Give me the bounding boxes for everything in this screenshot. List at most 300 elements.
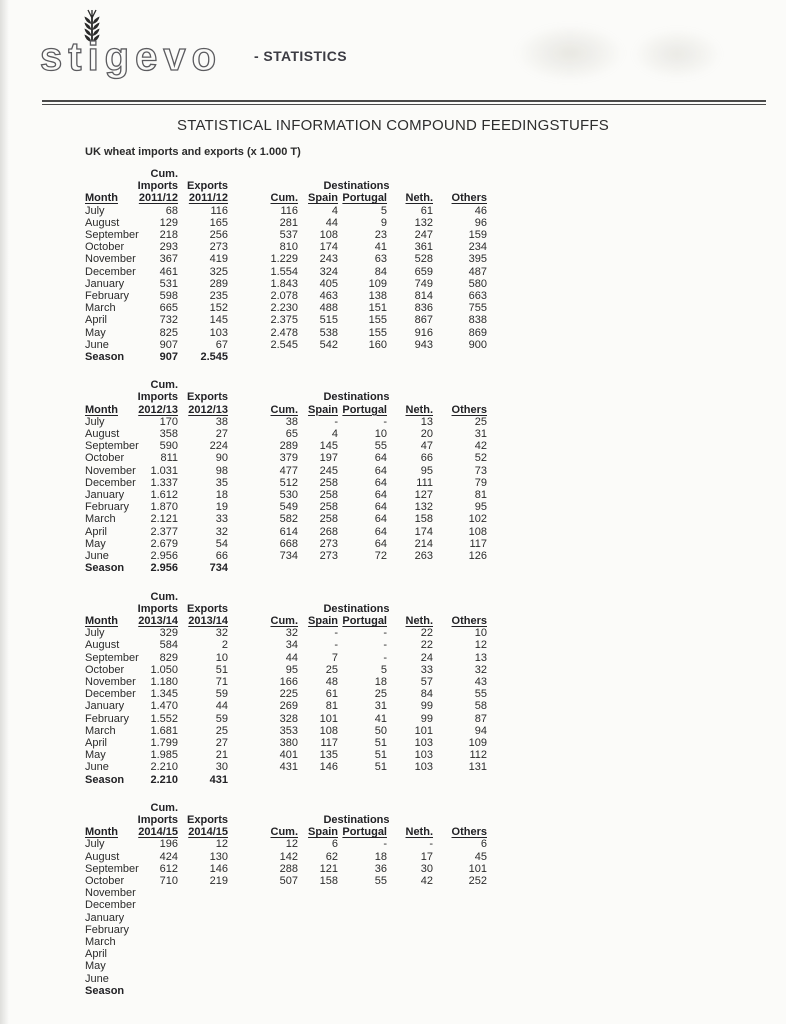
month-cell: May xyxy=(85,537,106,550)
value-cell xyxy=(228,899,298,911)
value-cell: 130 xyxy=(209,850,228,863)
month-cell: June xyxy=(85,972,109,985)
value-cell: 51 xyxy=(374,749,387,762)
table-header-row-3 xyxy=(85,826,487,838)
value-cell: 353 xyxy=(279,724,298,737)
value-cell: 109 xyxy=(468,736,487,749)
exports-header: Exports xyxy=(187,180,228,193)
month-cell: October xyxy=(85,452,125,465)
table-row xyxy=(85,887,487,899)
imports-year-header: 2014/15 xyxy=(138,826,178,839)
value-cell: 108 xyxy=(468,525,487,538)
value-cell xyxy=(433,562,487,574)
value-cell: 20 xyxy=(420,428,433,441)
value-cell: 22 xyxy=(420,627,433,640)
value-cell xyxy=(298,924,338,936)
value-cell xyxy=(433,351,487,363)
table-row xyxy=(85,761,487,773)
value-cell: 1.470 xyxy=(150,700,178,713)
month-cell: Season xyxy=(85,984,125,997)
table-body xyxy=(85,416,487,575)
value-cell: 25 xyxy=(374,688,387,701)
month-cell: Season xyxy=(85,773,125,786)
value-cell: 61 xyxy=(325,688,338,701)
table-header-row-3 xyxy=(85,192,487,204)
month-cell: September xyxy=(85,862,139,875)
table-row xyxy=(85,838,487,850)
cum-col-header: Cum. xyxy=(270,403,298,416)
value-cell xyxy=(433,960,487,972)
value-cell: 530 xyxy=(279,489,298,502)
brand-header xyxy=(38,8,458,78)
value-cell: 538 xyxy=(319,326,338,339)
value-cell: 590 xyxy=(159,440,178,453)
value-cell xyxy=(298,351,338,363)
month-cell: July xyxy=(85,204,105,217)
value-cell: 132 xyxy=(414,501,433,514)
value-cell: 2.375 xyxy=(270,314,298,327)
value-cell: 1.050 xyxy=(150,663,178,676)
value-cell: 2 xyxy=(221,639,228,652)
value-cell: 44 xyxy=(215,700,228,713)
value-cell: 598 xyxy=(159,290,178,303)
value-cell: 7 xyxy=(331,651,338,664)
portugal-header: Portugal xyxy=(342,826,387,839)
value-cell: 38 xyxy=(215,415,228,428)
month-cell: July xyxy=(85,415,105,428)
scan-smudge xyxy=(632,28,722,80)
value-cell: 64 xyxy=(374,464,387,477)
table-row xyxy=(85,477,487,489)
value-cell: 55 xyxy=(474,688,487,701)
value-cell: 549 xyxy=(279,501,298,514)
value-cell: 54 xyxy=(215,537,228,550)
cum-header: Cum. xyxy=(150,801,178,814)
neth-header: Neth. xyxy=(405,826,433,839)
value-cell: 25 xyxy=(325,663,338,676)
value-cell: 151 xyxy=(368,302,387,315)
value-cell: 21 xyxy=(215,749,228,762)
value-cell: 488 xyxy=(319,302,338,315)
value-cell xyxy=(387,351,433,363)
value-cell: 2.956 xyxy=(150,562,178,575)
month-cell: December xyxy=(85,899,136,912)
value-cell: 57 xyxy=(420,675,433,688)
table-row xyxy=(85,513,487,525)
value-cell: 103 xyxy=(414,736,433,749)
value-cell xyxy=(433,948,487,960)
table-row xyxy=(85,266,487,278)
value-cell: 1.031 xyxy=(150,464,178,477)
value-cell: 116 xyxy=(210,204,228,217)
table-header-row-1 xyxy=(85,802,487,814)
value-cell: 47 xyxy=(420,440,433,453)
value-cell xyxy=(387,973,433,985)
table-row xyxy=(85,416,487,428)
season-total-row xyxy=(85,985,487,997)
value-cell: 64 xyxy=(374,501,387,514)
value-cell: 507 xyxy=(279,874,298,887)
month-cell: May xyxy=(85,749,106,762)
value-cell: 112 xyxy=(469,749,487,762)
value-cell: 225 xyxy=(279,688,298,701)
value-cell: 84 xyxy=(374,265,387,278)
value-cell: 867 xyxy=(414,314,433,327)
month-cell: July xyxy=(85,627,105,640)
value-cell xyxy=(134,924,178,936)
value-cell: 528 xyxy=(414,253,433,266)
value-cell xyxy=(387,960,433,972)
month-cell: March xyxy=(85,302,116,315)
value-cell: 101 xyxy=(414,724,433,737)
table-row xyxy=(85,278,487,290)
month-cell: November xyxy=(85,887,136,900)
month-header: Month xyxy=(85,403,118,416)
value-cell: 99 xyxy=(420,700,433,713)
value-cell: 755 xyxy=(468,302,487,315)
month-cell: October xyxy=(85,663,125,676)
value-cell: 419 xyxy=(209,253,228,266)
value-cell xyxy=(228,562,298,574)
destinations-header: Destinations xyxy=(323,813,390,826)
value-cell xyxy=(178,936,228,948)
value-cell: - xyxy=(334,415,338,428)
value-cell: 749 xyxy=(414,277,433,290)
value-cell: - xyxy=(334,639,338,652)
table-row xyxy=(85,627,487,639)
value-cell xyxy=(338,985,387,997)
table-header-row-3 xyxy=(85,615,487,627)
value-cell: 5 xyxy=(380,663,387,676)
value-cell xyxy=(134,887,178,899)
table-header-row-3 xyxy=(85,404,487,416)
value-cell: 263 xyxy=(414,550,433,563)
value-cell: 64 xyxy=(374,452,387,465)
page-subtitle: UK wheat imports and exports (x 1.000 T) xyxy=(85,146,301,158)
table-row xyxy=(85,749,487,761)
value-cell: 1.870 xyxy=(150,501,178,514)
value-cell: - xyxy=(383,627,387,640)
value-cell: - xyxy=(383,651,387,664)
value-cell: 71 xyxy=(215,675,228,688)
month-cell: March xyxy=(85,935,116,948)
value-cell: 33 xyxy=(420,663,433,676)
value-cell xyxy=(338,562,387,574)
value-cell: 42 xyxy=(420,874,433,887)
value-cell xyxy=(387,887,433,899)
value-cell xyxy=(134,936,178,948)
value-cell: 46 xyxy=(474,204,487,217)
value-cell xyxy=(433,973,487,985)
value-cell: 293 xyxy=(159,241,178,254)
month-cell: Season xyxy=(85,562,125,575)
value-cell: 258 xyxy=(319,489,338,502)
value-cell: 329 xyxy=(159,627,178,640)
value-cell: 55 xyxy=(374,874,387,887)
value-cell: 218 xyxy=(159,229,178,242)
value-cell: 829 xyxy=(159,651,178,664)
value-cell xyxy=(338,960,387,972)
value-cell: 142 xyxy=(279,850,298,863)
value-cell: 258 xyxy=(319,513,338,526)
value-cell: 289 xyxy=(209,277,228,290)
value-cell: 273 xyxy=(319,550,338,563)
exports-header: Exports xyxy=(187,813,228,826)
value-cell: 30 xyxy=(215,761,228,774)
value-cell: 1.554 xyxy=(270,265,298,278)
value-cell: 281 xyxy=(279,216,298,229)
season-table-2013-14 xyxy=(85,591,487,786)
value-cell: 32 xyxy=(474,663,487,676)
value-cell xyxy=(134,960,178,972)
value-cell: 33 xyxy=(215,513,228,526)
value-cell: 2.121 xyxy=(150,513,178,526)
month-cell: February xyxy=(85,923,130,936)
value-cell: 1.552 xyxy=(150,712,178,725)
month-cell: March xyxy=(85,724,116,737)
value-cell xyxy=(338,774,387,786)
value-cell: 94 xyxy=(474,724,487,737)
month-header: Month xyxy=(85,826,118,839)
value-cell: 1.985 xyxy=(150,749,178,762)
value-cell: 6 xyxy=(480,838,487,851)
table-row xyxy=(85,912,487,924)
value-cell: 663 xyxy=(468,290,487,303)
value-cell: 196 xyxy=(159,838,178,851)
value-cell xyxy=(178,912,228,924)
value-cell xyxy=(228,985,298,997)
divider-double-rule xyxy=(42,100,766,105)
month-header: Month xyxy=(85,192,118,205)
imports-header: Imports xyxy=(137,602,178,615)
value-cell: 245 xyxy=(319,464,338,477)
value-cell xyxy=(298,562,338,574)
others-header: Others xyxy=(451,192,487,205)
value-cell: 50 xyxy=(374,724,387,737)
value-cell: 268 xyxy=(319,525,338,538)
others-header: Others xyxy=(451,614,487,627)
month-cell: August xyxy=(85,428,120,441)
month-cell: January xyxy=(85,277,125,290)
value-cell: 59 xyxy=(215,712,228,725)
value-cell xyxy=(228,924,298,936)
month-cell: January xyxy=(85,911,125,924)
value-cell: 825 xyxy=(159,326,178,339)
value-cell: 27 xyxy=(215,736,228,749)
table-row xyxy=(85,501,487,513)
value-cell xyxy=(338,912,387,924)
others-header: Others xyxy=(451,826,487,839)
month-cell: August xyxy=(85,216,120,229)
value-cell: 12 xyxy=(215,838,228,851)
table-row xyxy=(85,652,487,664)
table-row xyxy=(85,253,487,265)
value-cell: 379 xyxy=(279,452,298,465)
value-cell: 907 xyxy=(159,338,178,351)
value-cell: 117 xyxy=(469,537,487,550)
value-cell: 155 xyxy=(368,326,387,339)
value-cell xyxy=(178,985,228,997)
month-cell: May xyxy=(85,326,106,339)
value-cell: 99 xyxy=(420,712,433,725)
month-cell: April xyxy=(85,736,108,749)
table-header-row-1 xyxy=(85,591,487,603)
value-cell xyxy=(228,887,298,899)
table-header-row-2 xyxy=(85,814,487,826)
value-cell: 515 xyxy=(319,314,338,327)
season-table-2012-13 xyxy=(85,379,487,574)
table-row xyxy=(85,428,487,440)
cum-header: Cum. xyxy=(150,168,178,180)
value-cell: 10 xyxy=(374,428,387,441)
value-cell: 126 xyxy=(468,550,487,563)
table-row xyxy=(85,700,487,712)
value-cell: 256 xyxy=(209,229,228,242)
table-header-row-2 xyxy=(85,603,487,615)
value-cell: 152 xyxy=(209,302,228,315)
value-cell: 6 xyxy=(331,838,338,851)
value-cell xyxy=(178,924,228,936)
value-cell: 129 xyxy=(159,216,178,229)
month-cell: December xyxy=(85,476,136,489)
value-cell: 62 xyxy=(325,850,338,863)
value-cell xyxy=(387,912,433,924)
value-cell: 31 xyxy=(474,428,487,441)
value-cell: 35 xyxy=(215,476,228,489)
value-cell: 258 xyxy=(319,501,338,514)
table-body xyxy=(85,627,487,786)
value-cell: 116 xyxy=(280,204,298,217)
value-cell: 836 xyxy=(414,302,433,315)
value-cell: 66 xyxy=(420,452,433,465)
value-cell: 146 xyxy=(209,862,228,875)
value-cell: 84 xyxy=(420,688,433,701)
value-cell xyxy=(387,948,433,960)
value-cell: 44 xyxy=(325,216,338,229)
value-cell: 111 xyxy=(416,476,433,489)
table-row xyxy=(85,465,487,477)
value-cell: 72 xyxy=(374,550,387,563)
value-cell: - xyxy=(383,415,387,428)
value-cell xyxy=(298,887,338,899)
value-cell: 1.681 xyxy=(150,724,178,737)
table-row xyxy=(85,452,487,464)
value-cell: 224 xyxy=(209,440,228,453)
value-cell: 810 xyxy=(279,241,298,254)
exports-year-header: 2013/14 xyxy=(188,614,228,627)
value-cell xyxy=(338,948,387,960)
scan-edge-shadow xyxy=(0,0,9,1024)
destinations-header: Destinations xyxy=(323,180,390,193)
value-cell: 324 xyxy=(319,265,338,278)
value-cell: 170 xyxy=(159,415,178,428)
table-row xyxy=(85,688,487,700)
value-cell: 289 xyxy=(279,440,298,453)
table-body xyxy=(85,838,487,997)
month-cell: June xyxy=(85,761,109,774)
exports-year-header: 2012/13 xyxy=(188,403,228,416)
month-cell: January xyxy=(85,700,125,713)
value-cell: 2.956 xyxy=(150,550,178,563)
value-cell: 10 xyxy=(474,627,487,640)
season-total-row xyxy=(85,774,487,786)
month-cell: December xyxy=(85,688,136,701)
brand-suffix: - STATISTICS xyxy=(254,48,347,64)
value-cell: 214 xyxy=(414,537,433,550)
value-cell: 328 xyxy=(279,712,298,725)
value-cell: 90 xyxy=(215,452,228,465)
value-cell xyxy=(178,973,228,985)
value-cell: 108 xyxy=(319,229,338,242)
value-cell xyxy=(433,985,487,997)
cum-header: Cum. xyxy=(150,590,178,603)
value-cell: 325 xyxy=(209,265,228,278)
value-cell: 48 xyxy=(325,675,338,688)
portugal-header: Portugal xyxy=(342,614,387,627)
value-cell: 159 xyxy=(468,229,487,242)
table-row xyxy=(85,664,487,676)
value-cell: 5 xyxy=(380,204,387,217)
month-cell: April xyxy=(85,314,108,327)
value-cell: 665 xyxy=(159,302,178,315)
value-cell: 734 xyxy=(209,562,228,575)
value-cell: - xyxy=(429,838,433,851)
value-cell: 584 xyxy=(159,639,178,652)
value-cell: 145 xyxy=(209,314,228,327)
value-cell: - xyxy=(383,838,387,851)
value-cell: 158 xyxy=(319,874,338,887)
value-cell: 18 xyxy=(374,850,387,863)
value-cell: 109 xyxy=(368,277,387,290)
table-row xyxy=(85,725,487,737)
value-cell: 36 xyxy=(374,862,387,875)
value-cell: 358 xyxy=(159,428,178,441)
value-cell: 103 xyxy=(209,326,228,339)
value-cell: 512 xyxy=(279,476,298,489)
value-cell: 73 xyxy=(474,464,487,477)
month-cell: June xyxy=(85,338,109,351)
value-cell: 734 xyxy=(279,550,298,563)
value-cell: 235 xyxy=(209,290,228,303)
month-cell: February xyxy=(85,712,130,725)
value-cell xyxy=(298,912,338,924)
value-cell: 18 xyxy=(374,675,387,688)
value-cell: 51 xyxy=(215,663,228,676)
spain-header: Spain xyxy=(308,192,338,205)
value-cell xyxy=(228,973,298,985)
value-cell: 145 xyxy=(319,440,338,453)
month-cell: August xyxy=(85,850,120,863)
value-cell: 41 xyxy=(374,241,387,254)
value-cell: 2.230 xyxy=(270,302,298,315)
scan-smudge xyxy=(515,24,625,82)
value-cell: 25 xyxy=(215,724,228,737)
value-cell: 273 xyxy=(319,537,338,550)
value-cell: 160 xyxy=(368,338,387,351)
value-cell: 95 xyxy=(420,464,433,477)
value-cell xyxy=(387,899,433,911)
value-cell: 732 xyxy=(159,314,178,327)
table-row xyxy=(85,713,487,725)
month-cell: November xyxy=(85,675,136,688)
value-cell: 12 xyxy=(474,639,487,652)
value-cell xyxy=(298,960,338,972)
table-row xyxy=(85,973,487,985)
value-cell: 132 xyxy=(414,216,433,229)
value-cell xyxy=(433,899,487,911)
value-cell: - xyxy=(383,639,387,652)
value-cell: 1.843 xyxy=(270,277,298,290)
